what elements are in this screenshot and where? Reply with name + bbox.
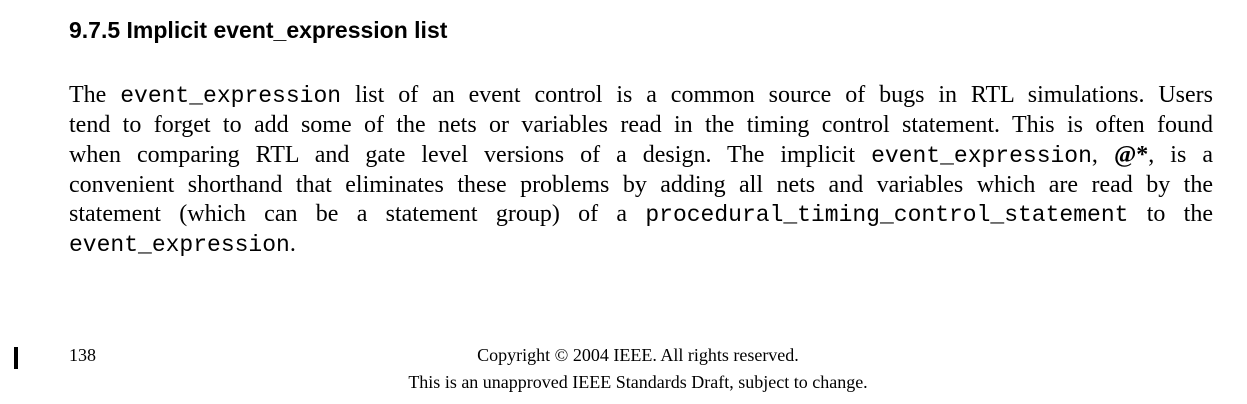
text-run: . <box>289 231 296 258</box>
text-run: when comparing RTL and gate level versions of a design. The implicit <box>69 141 872 168</box>
change-bar <box>14 347 18 369</box>
paragraph-line-1 <box>69 81 1213 111</box>
text-run: , <box>1091 141 1114 168</box>
text-run: The <box>69 82 121 108</box>
body-paragraph <box>69 81 1213 261</box>
text-run: tend to forget to add some of the nets or variables read in the timing control statement. This is often found <box>69 112 1213 139</box>
text-run: list of an event control is a common source of bugs in RTL simulations. Users <box>341 82 1214 108</box>
text-run: convenient shorthand that eliminates these problems by adding all nets and variables which are read by the <box>69 171 1213 198</box>
page-number: 138 <box>69 345 96 365</box>
paragraph-line-3 <box>69 141 1213 171</box>
paragraph-line-5 <box>69 200 1213 230</box>
implicit-event-operator: @* <box>1113 141 1149 168</box>
paragraph-line-2 <box>69 111 1213 140</box>
text-run: to the <box>1128 201 1213 228</box>
code-event-expression: event_expression <box>871 142 1092 169</box>
draft-notice: This is an unapproved IEEE Standards Draft, subject to change. <box>408 372 868 392</box>
paragraph-line-6 <box>69 230 1213 260</box>
code-event-expression: event_expression <box>120 83 342 109</box>
section-heading: 9.7.5 Implicit event_expression list <box>69 17 448 43</box>
code-procedural-timing-control-statement: procedural_timing_control_statement <box>645 202 1129 229</box>
paragraph-line-4 <box>69 171 1213 200</box>
copyright-notice: Copyright © 2004 IEEE. All rights reserved. <box>477 345 799 365</box>
text-run: , is a <box>1148 141 1213 168</box>
text-run: statement (which can be a statement group) of a <box>69 201 646 228</box>
code-event-expression: event_expression <box>69 232 290 259</box>
